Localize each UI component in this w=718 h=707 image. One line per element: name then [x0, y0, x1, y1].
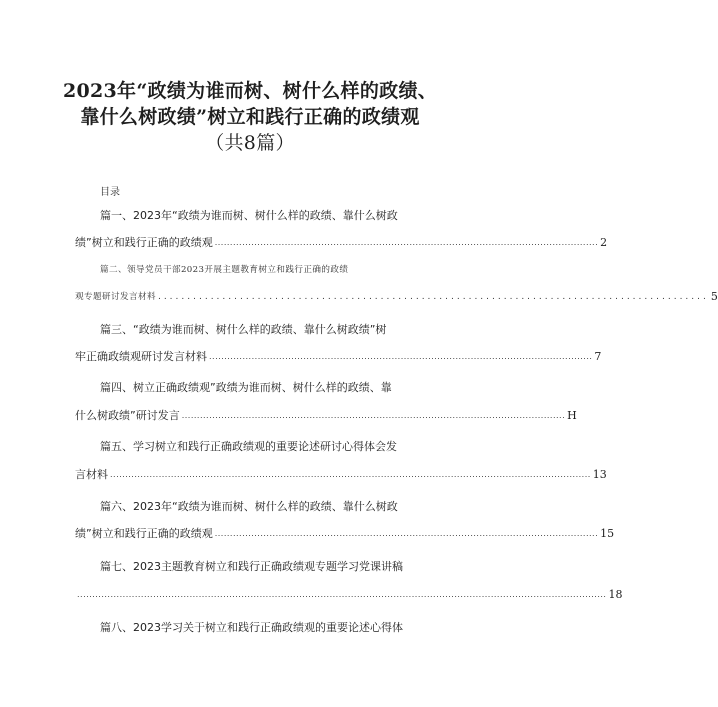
toc-entry-4-page: H	[567, 409, 577, 422]
toc-entry-2-page: 5	[710, 290, 718, 303]
toc-entry-4-continuation: 什么树政绩”研讨发言	[75, 409, 180, 422]
toc-entry-2-continuation: 观专题研讨发言材料	[75, 292, 156, 302]
toc-entry-1-line-1[interactable]: 篇一、2023年“政绩为谁而树、树什么样的政绩、靠什么树政	[100, 209, 398, 222]
leader-dots: ..............................................................................................................................	[214, 238, 599, 247]
toc-entry-4-line-2[interactable]	[75, 409, 577, 423]
toc-heading: 目录	[100, 187, 120, 198]
toc-entry-3-line-2[interactable]	[75, 350, 602, 364]
toc-entry-5-continuation: 言材料	[75, 468, 108, 481]
toc-entry-2-line-2[interactable]	[75, 290, 718, 304]
toc-entry-3-line-1[interactable]: 篇三、“政绩为谁而树、树什么样的政绩、靠什么树政绩”树	[100, 323, 387, 336]
leader-dots: ..............................................................................................................................	[214, 529, 599, 538]
leader-dots: ..............................................................................................................................	[209, 352, 593, 361]
leader-dots: ..............................................................................................................................	[181, 411, 566, 420]
toc-entry-3-page: 7	[594, 350, 602, 363]
toc-entry-6-line-2[interactable]	[75, 527, 615, 541]
toc-entry-1-line-2[interactable]	[75, 236, 608, 250]
toc-entry-3-continuation: 牢正确政绩观研讨发言材料	[75, 350, 207, 363]
leader-dots: ..............................................................................................................................................................................	[77, 590, 607, 599]
toc-entry-4-line-1[interactable]: 篇四、树立正确政绩观”政绩为谁而树、树什么样的政绩、靠	[100, 381, 392, 394]
toc-entry-7-line-1[interactable]: 篇七、2023主题教育树立和践行正确政绩观专题学习党课讲稿	[100, 560, 403, 573]
toc-entry-6-page: 15	[600, 527, 615, 540]
document-title-count: （共8篇）	[205, 132, 295, 154]
toc-entry-1-page: 2	[600, 236, 608, 249]
leader-dots: ..............................................................................................	[157, 292, 709, 302]
toc-entry-1-continuation: 绩”树立和践行正确的政绩观	[75, 236, 213, 249]
toc-entry-5-line-2[interactable]	[75, 468, 607, 482]
toc-entry-6-continuation: 绩”树立和践行正确的政绩观	[75, 527, 213, 540]
toc-entry-7-page: 18	[608, 588, 623, 601]
toc-entry-5-line-1[interactable]: 篇五、学习树立和践行正确政绩观的重要论述研讨心得体会发	[100, 440, 397, 453]
toc-entry-8-line-1[interactable]: 篇八、2023学习关于树立和践行正确政绩观的重要论述心得体	[100, 621, 403, 634]
document-title-line-1: 2023年“政绩为谁而树、树什么样的政绩、	[62, 80, 438, 102]
toc-entry-2-line-1[interactable]: 篇二、领导党员干部2023开展主题教育树立和践行正确的政绩	[100, 265, 349, 275]
toc-entry-7-line-2[interactable]	[75, 588, 623, 602]
leader-dots: ..............................................................................................................................................................	[110, 470, 591, 479]
toc-entry-6-line-1[interactable]: 篇六、2023年“政绩为谁而树、树什么样的政绩、靠什么树政	[100, 500, 398, 513]
toc-entry-5-page: 13	[592, 468, 607, 481]
document-title-line-2: 靠什么树政绩”树立和践行正确的政绩观	[80, 106, 420, 128]
